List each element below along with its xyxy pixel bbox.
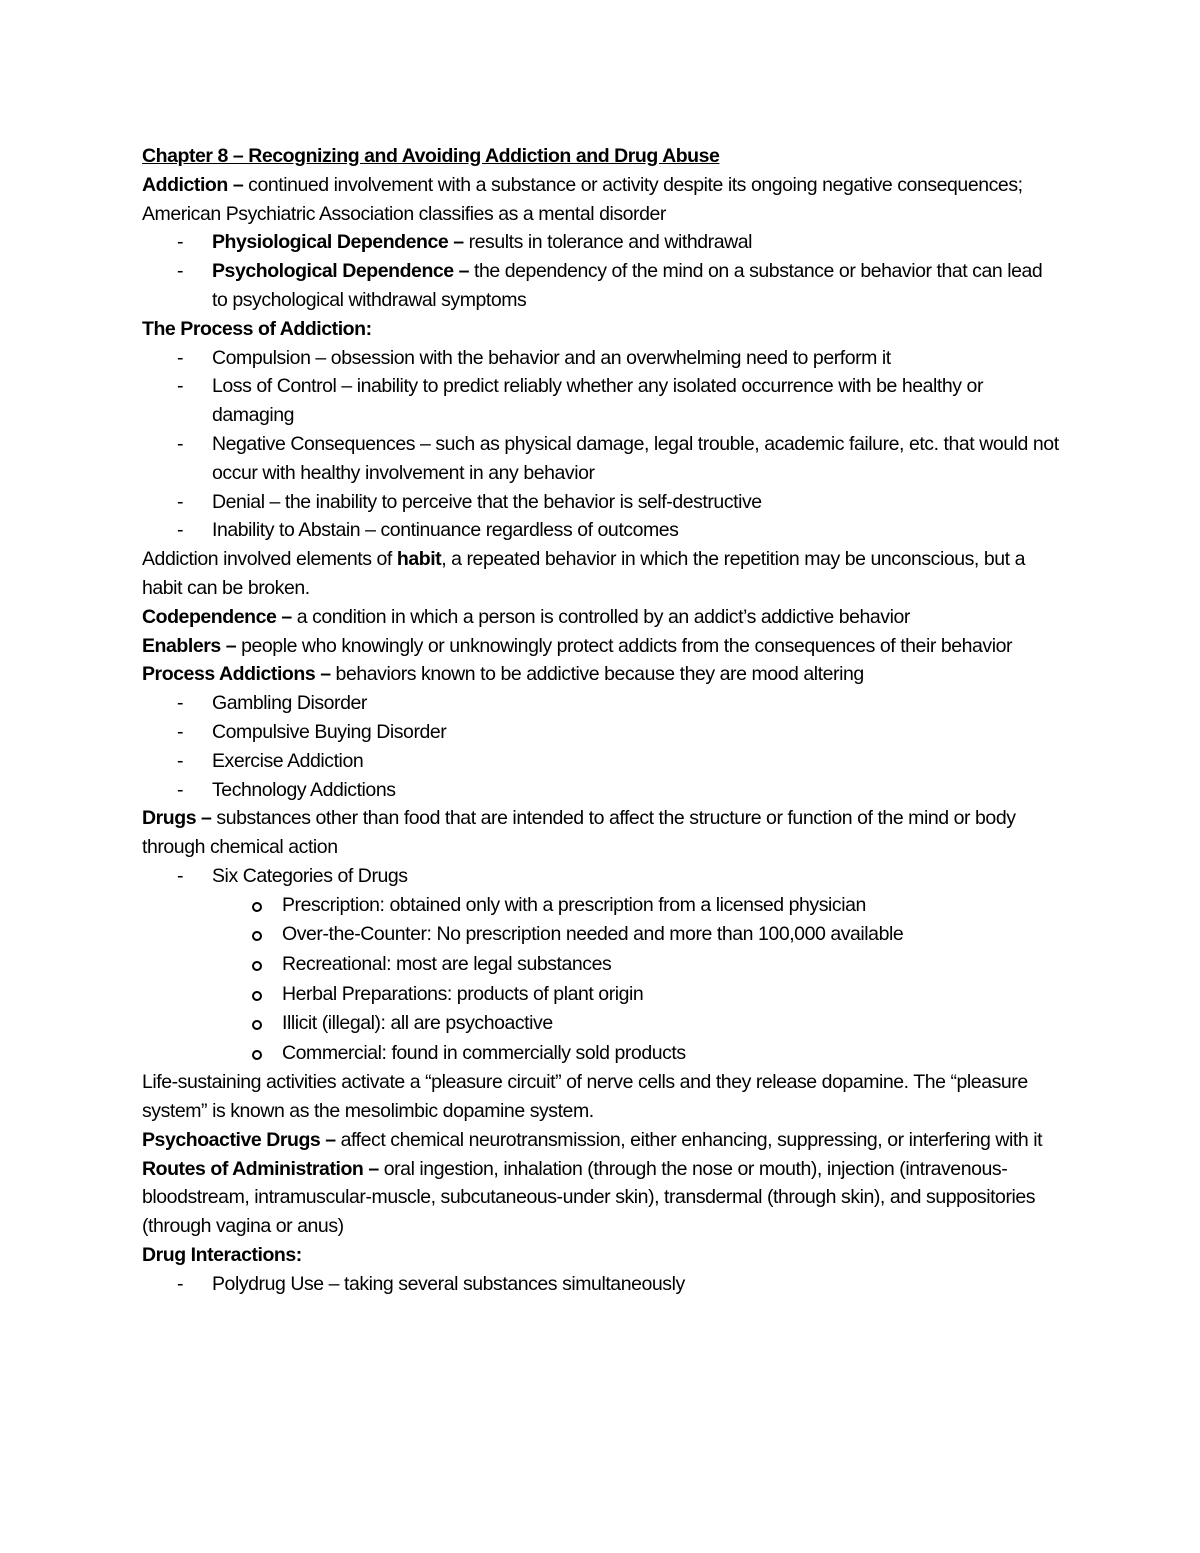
sublist-item-text: Commercial: found in commercially sold products: [282, 1041, 686, 1064]
list-item-text: Denial – the inability to perceive that the behavior is self-destructive: [212, 490, 762, 513]
dash-bullet: -: [176, 375, 184, 398]
circle-bullet-icon: [252, 1050, 262, 1060]
process-addictions-list: [142, 689, 1062, 804]
sublist-item: [142, 950, 1062, 980]
sublist-item-text: Illicit (illegal): all are psychoactive: [282, 1012, 553, 1035]
list-item-text: Six Categories of Drugs: [212, 864, 408, 887]
drug-categories-list: [142, 862, 1062, 1068]
list-item-text: Loss of Control – inability to predict reliably whether any isolated occurrence with be healthy or damaging: [212, 375, 983, 427]
process-addictions-definition: [142, 660, 1062, 689]
habit-before: Addiction involved elements of: [142, 548, 397, 571]
sublist-item-text: Recreational: most are legal substances: [282, 952, 612, 975]
drugs-term: Drugs –: [142, 807, 212, 830]
list-item: [142, 372, 1062, 430]
list-item-text: the dependency of the mind on a substance or behavior that can lead to psychological withdrawal symptoms: [212, 260, 1043, 311]
dash-bullet: -: [176, 260, 184, 283]
codependence-definition: [142, 603, 1062, 632]
dash-bullet: -: [176, 749, 184, 772]
addiction-text: continued involvement with a substance or activity despite its ongoing negative consequences; American Psychiatric Association classifies as a mental disorder: [142, 173, 1023, 225]
sublist-item-text: Prescription: obtained only with a prescription from a licensed physician: [282, 893, 866, 916]
drugs-text: substances other than food that are intended to affect the structure or function of the mind or body through chemical action: [142, 807, 1016, 859]
sublist-item: [142, 1039, 1062, 1069]
dash-bullet: -: [176, 490, 184, 513]
drugs-definition: [142, 804, 1062, 862]
addiction-definition: [142, 171, 1062, 229]
chapter-title: Chapter 8 – Recognizing and Avoiding Addiction and Drug Abuse: [142, 145, 720, 167]
process-heading-text: The Process of Addiction:: [142, 317, 372, 340]
dash-bullet: -: [176, 720, 184, 743]
dash-bullet: -: [176, 231, 184, 254]
list-item: [142, 344, 1062, 373]
enablers-term: Enablers –: [142, 634, 237, 657]
document-body: [142, 142, 1062, 1299]
process-addictions-text: behaviors known to be addictive because they are mood altering: [330, 663, 864, 686]
dash-bullet: -: [176, 519, 184, 542]
list-item: [142, 516, 1062, 545]
interactions-heading-text: Drug Interactions:: [142, 1244, 302, 1267]
pleasure-paragraph: Life-sustaining activities activate a “pleasure circuit” of nerve cells and they release dopamine. The “pleasure system” is known as the mesolimbic dopamine system.: [142, 1071, 1028, 1123]
list-item-text: Exercise Addiction: [212, 749, 364, 772]
list-item-text: Gambling Disorder: [212, 692, 367, 715]
drug-categories-sublist: [212, 891, 1062, 1069]
list-item: [142, 228, 1062, 257]
dash-bullet: -: [176, 778, 184, 801]
list-item: [142, 776, 1062, 805]
list-item: [142, 747, 1062, 776]
process-heading: [142, 315, 1062, 344]
psychoactive-definition: [142, 1126, 1062, 1155]
list-item-text: Polydrug Use – taking several substances simultaneously: [212, 1272, 685, 1295]
enablers-text: people who knowingly or unknowingly protect addicts from the consequences of their behavior: [236, 634, 1013, 657]
dash-bullet: -: [176, 432, 184, 455]
habit-term: habit: [396, 548, 442, 571]
dash-bullet: -: [176, 864, 184, 887]
circle-bullet-icon: [252, 961, 262, 971]
list-item-text: Inability to Abstain – continuance regardless of outcomes: [212, 519, 679, 542]
list-item: [142, 718, 1062, 747]
habit-paragraph: [142, 545, 1062, 603]
list-item-term: Physiological Dependence –: [212, 231, 464, 254]
sublist-item: [142, 1009, 1062, 1039]
enablers-definition: [142, 632, 1062, 661]
interactions-heading: [142, 1241, 1062, 1270]
codependence-term: Codependence –: [142, 605, 292, 628]
habit-after: , a repeated behavior in which the repetition may be unconscious, but a habit can be broken.: [142, 548, 1025, 599]
circle-bullet-icon: [252, 902, 262, 912]
circle-bullet-icon: [252, 991, 262, 1001]
interactions-list: [142, 1270, 1062, 1299]
list-item: [142, 488, 1062, 517]
list-item: [142, 862, 1062, 1068]
sublist-item: [142, 891, 1062, 921]
list-item-text: Technology Addictions: [212, 778, 396, 801]
process-addictions-term: Process Addictions –: [142, 663, 331, 686]
list-item-text: Negative Consequences – such as physical damage, legal trouble, academic failure, etc. that would not occur with healthy involvement in any behavior: [212, 432, 1059, 484]
circle-bullet-icon: [252, 931, 262, 941]
routes-text: oral ingestion, inhalation (through the nose or mouth), injection (intravenous-bloodstream, intramuscular-muscle, subcutaneous-under skin), transdermal (through skin), and suppositories (through vagina or anus): [142, 1157, 1036, 1238]
list-item: [142, 430, 1062, 488]
routes-definition: [142, 1155, 1062, 1241]
process-list: [142, 344, 1062, 546]
list-item-text: Compulsion – obsession with the behavior and an overwhelming need to perform it: [212, 346, 891, 369]
sublist-item-text: Over-the-Counter: No prescription needed and more than 100,000 available: [282, 923, 904, 946]
sublist-item: [142, 980, 1062, 1010]
psychoactive-term: Psychoactive Drugs –: [142, 1128, 336, 1151]
dash-bullet: -: [176, 692, 184, 715]
list-item: [142, 689, 1062, 718]
sublist-item: [142, 920, 1062, 950]
list-item-text: Compulsive Buying Disorder: [212, 720, 447, 743]
sublist-item-text: Herbal Preparations: products of plant origin: [282, 982, 644, 1005]
routes-term: Routes of Administration –: [142, 1157, 379, 1180]
codependence-text: a condition in which a person is controlled by an addict’s addictive behavior: [291, 605, 910, 628]
dash-bullet: -: [176, 1272, 184, 1295]
list-item-term: Psychological Dependence –: [212, 260, 470, 283]
list-item: [142, 1270, 1062, 1299]
addiction-term: Addiction –: [142, 173, 244, 196]
dependence-list: [142, 228, 1062, 314]
list-item-text: results in tolerance and withdrawal: [463, 231, 753, 254]
circle-bullet-icon: [252, 1020, 262, 1030]
list-item: [142, 257, 1062, 315]
dash-bullet: -: [176, 346, 184, 369]
psychoactive-text: affect chemical neurotransmission, either enhancing, suppressing, or interfering with it: [335, 1128, 1043, 1151]
